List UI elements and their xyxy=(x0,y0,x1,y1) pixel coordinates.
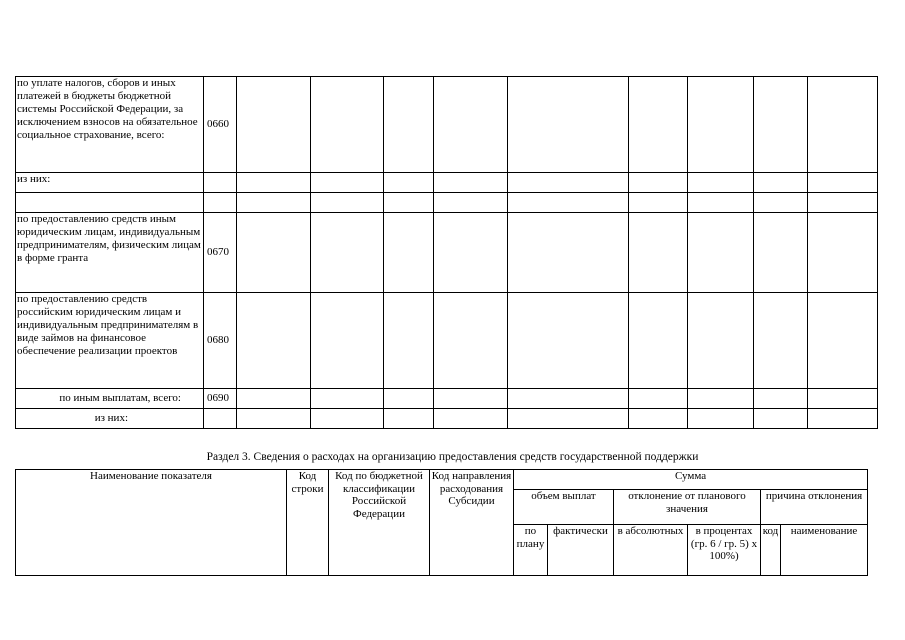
row-code: 0670 xyxy=(204,213,237,293)
header-volume: объем выплат xyxy=(514,490,614,525)
header-reason: причина отклонения xyxy=(761,490,868,525)
row-name: из них: xyxy=(16,409,204,429)
row-name: из них: xyxy=(16,173,204,193)
row-code xyxy=(204,173,237,193)
header-reason-name: наименование xyxy=(781,525,868,576)
row-code xyxy=(204,193,237,213)
table-row xyxy=(16,77,878,173)
row-name: по уплате налогов, сборов и иных платежей в бюджеты бюджетной системы Российской Федерации, за исключением взносов на обязательное социальное страхование, всего: xyxy=(16,77,204,173)
header-budget-code: Код по бюджетной классификации Российской Федерации xyxy=(329,470,430,576)
expenses-table-continuation xyxy=(15,76,878,429)
table-row xyxy=(16,193,878,213)
section-3-table xyxy=(15,469,868,576)
table-row xyxy=(16,293,878,389)
header-name: Наименование показателя xyxy=(16,470,287,576)
row-code: 0690 xyxy=(204,389,237,409)
header-code: Код строки xyxy=(287,470,329,576)
row-code: 0680 xyxy=(204,293,237,389)
header-sum: Сумма xyxy=(514,470,868,490)
section-3-title: Раздел 3. Сведения о расходах на организацию предоставления средств государственной поддержки xyxy=(206,451,699,463)
row-code xyxy=(204,409,237,429)
table-row xyxy=(16,409,878,429)
table-row xyxy=(16,173,878,193)
header-absolute: в абсолютных xyxy=(614,525,688,576)
row-code: 0660 xyxy=(204,77,237,173)
row-name: по предоставлению средств российским юридическим лицам и индивидуальным предпринимателям в виде займов на финансовое обеспечение реализации проектов xyxy=(16,293,204,389)
header-plan: по плану xyxy=(514,525,548,576)
row-name: по иным выплатам, всего: xyxy=(16,389,204,409)
row-name xyxy=(16,193,204,213)
table-row xyxy=(16,213,878,293)
row-name: по предоставлению средств иным юридическим лицам, индивидуальным предпринимателям, физическим лицам в форме гранта xyxy=(16,213,204,293)
header-percent: в процентах (гр. 6 / гр. 5) x 100%) xyxy=(688,525,761,576)
header-actual: фактически xyxy=(548,525,614,576)
header-direction-code: Код направления расходования Субсидии xyxy=(430,470,514,576)
table-row xyxy=(16,389,878,409)
header-reason-code: код xyxy=(761,525,781,576)
header-deviation: отклонение от планового значения xyxy=(614,490,761,525)
header-row xyxy=(16,470,868,490)
